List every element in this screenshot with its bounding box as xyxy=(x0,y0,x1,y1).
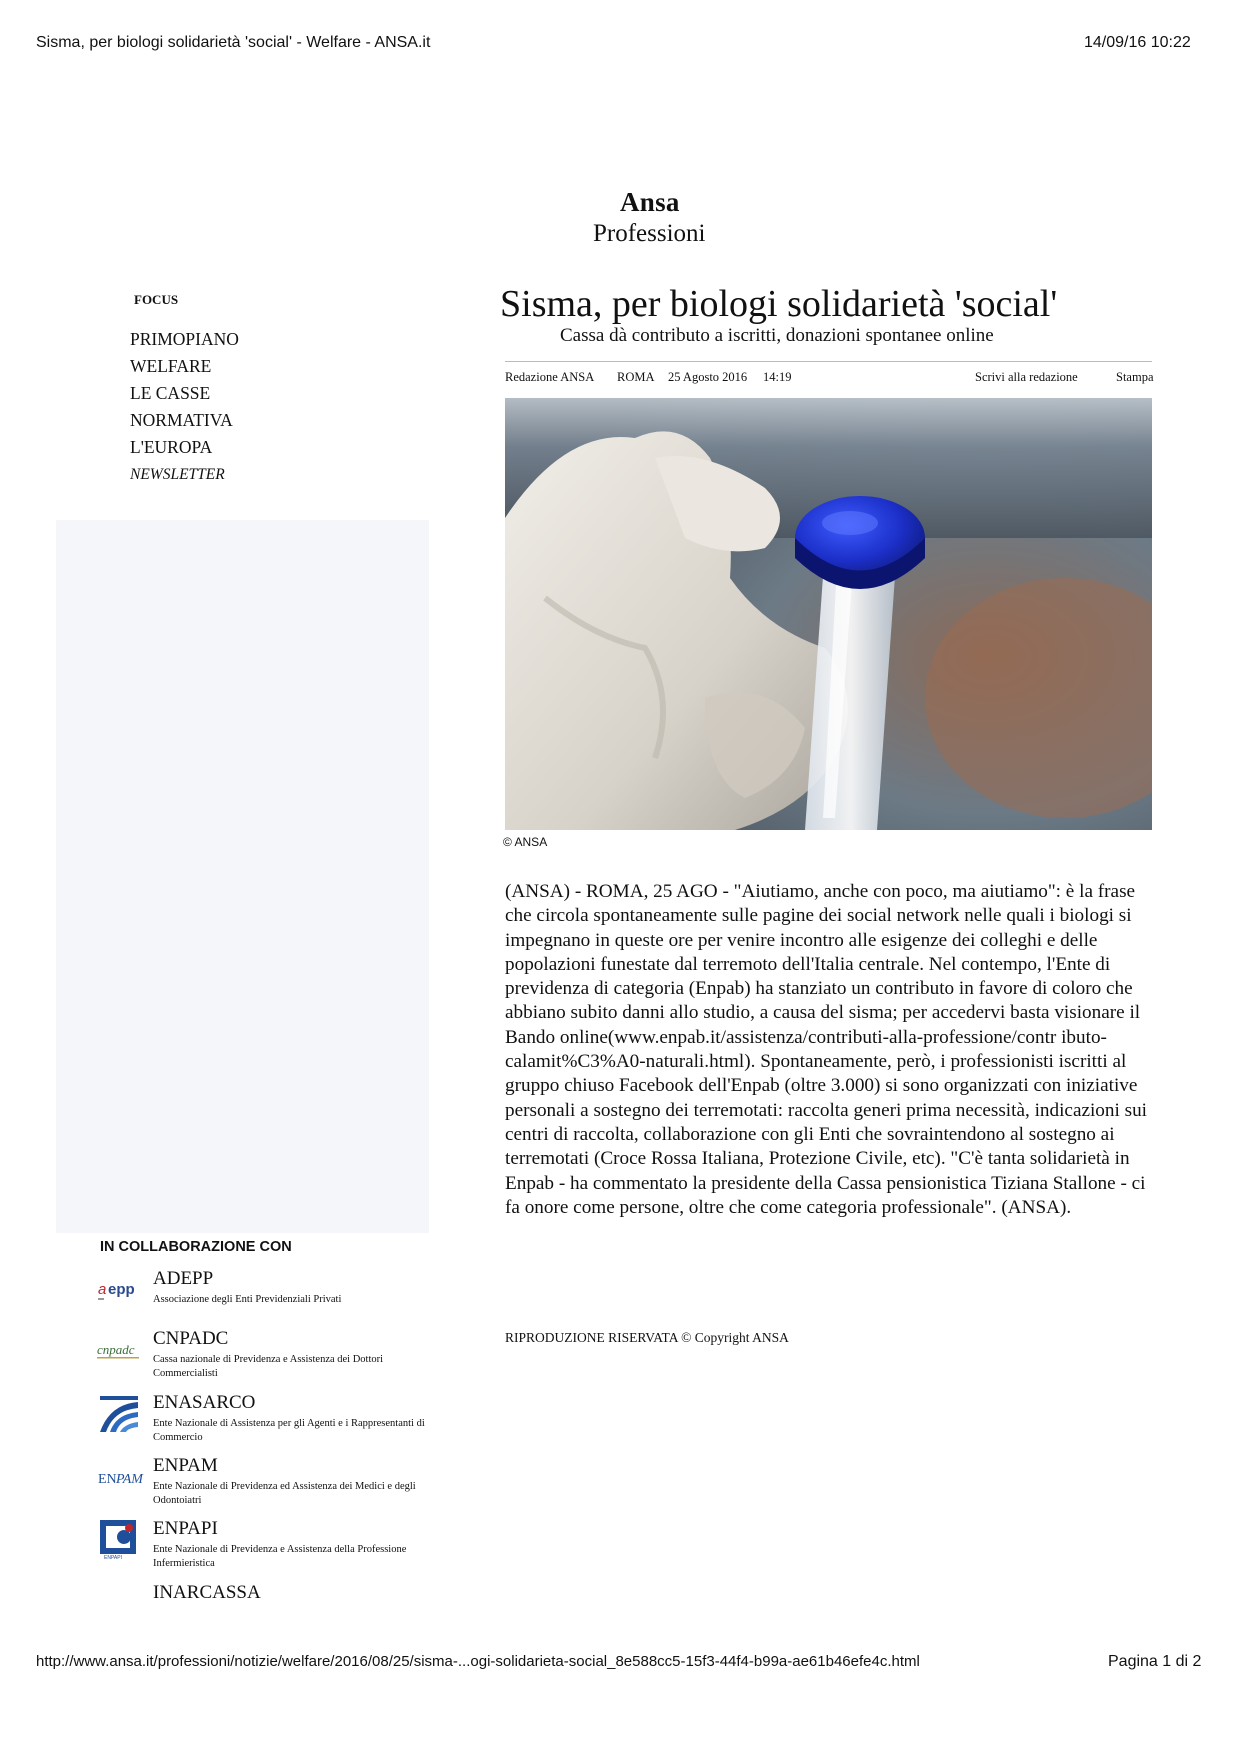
enasarco-logo-icon xyxy=(96,1394,144,1434)
org-item-adepp[interactable] xyxy=(96,1268,436,1324)
print-page-url: http://www.ansa.it/professioni/notizie/welfare/2016/08/25/sisma-...ogi-solidarieta-social_8e588cc5-15f3-44f4-b99a-ae61b46efe4c.html xyxy=(36,1653,920,1670)
article-time: 14:19 xyxy=(763,370,792,384)
sidebar-item-label[interactable]: NEWSLETTER xyxy=(130,466,225,483)
sidebar-nav xyxy=(130,326,239,488)
collab-heading: IN COLLABORAZIONE CON xyxy=(100,1239,292,1255)
org-name[interactable]: INARCASSA xyxy=(153,1582,261,1603)
org-item-enasarco[interactable] xyxy=(96,1392,436,1448)
org-description: Ente Nazionale di Assistenza per gli Agenti e i Rappresentanti di Commercio xyxy=(153,1418,425,1443)
print-page-title: Sisma, per biologi solidarietà 'social' - Welfare - ANSA.it xyxy=(36,34,431,51)
svg-text:PAM: PAM xyxy=(116,1472,143,1487)
article-meta-bar xyxy=(505,370,1152,388)
sidebar-item-primopiano[interactable] xyxy=(130,326,239,353)
article-date: 25 Agosto 2016 xyxy=(668,370,748,384)
site-logo-name[interactable]: Ansa xyxy=(620,187,680,217)
article-author: Redazione ANSA xyxy=(505,370,595,384)
ad-placeholder xyxy=(56,520,429,1233)
svg-text:a: a xyxy=(98,1281,107,1298)
print-page-number: Pagina 1 di 2 xyxy=(1108,1653,1202,1670)
sidebar-item-welfare[interactable] xyxy=(130,353,239,380)
org-description: Ente Nazionale di Previdenza ed Assistenza dei Medici e degli Odontoiatri xyxy=(153,1481,416,1506)
print-datetime: 14/09/16 10:22 xyxy=(1084,34,1191,51)
sidebar-item-label[interactable]: L'EUROPA xyxy=(130,437,213,457)
org-item-enpam[interactable] xyxy=(96,1455,436,1511)
sidebar-item-europa[interactable] xyxy=(130,434,239,461)
enpam-logo-icon xyxy=(96,1457,144,1497)
org-name[interactable]: ENPAM xyxy=(153,1455,218,1476)
meta-divider xyxy=(505,361,1152,362)
article-photo xyxy=(505,398,1152,830)
sidebar-item-label[interactable]: NORMATIVA xyxy=(130,410,233,430)
sidebar-item-le-casse[interactable] xyxy=(130,380,239,407)
svg-text:ENPAPI: ENPAPI xyxy=(104,1555,122,1560)
org-item-cnpadc[interactable] xyxy=(96,1328,436,1384)
write-to-editors-link[interactable]: Scrivi alla redazione xyxy=(975,370,1078,384)
adepp-logo-icon xyxy=(96,1270,144,1310)
org-name[interactable]: CNPADC xyxy=(153,1328,229,1349)
org-item-enpapi[interactable] xyxy=(96,1518,436,1574)
article-body: (ANSA) - ROMA, 25 AGO - "Aiutiamo, anche con poco, ma aiutiamo": è la frase che circola spontaneamente sulle pagine dei social network nelle quali i biologi si impegnano in queste ore per venire incontro alle esigenze dei colleghi e delle popolazioni funestate dal terremoto dell'Italia centrale. Nel contempo, l'Ente di previdenza di categoria (Enpab) ha stanziato un contributo in favore di coloro che abbiano subito danni allo studio, a causa del sisma; per accedervi basta visionare il Bando online(www.enpab.it/assistenza/contributi-alla-professione/contr ibuto-calamit%C3%A0-naturali.html). Spontaneamente, però, i professionisti iscritti al gruppo chiuso Facebook dell'Enpab (oltre 3.000) si sono organizzati con iniziative personali a sostegno dei terremotati: raccolta generi prima necessità, indicazioni sui centri di raccolta, collaborazione con gli Enti che sovraintendono al sostegno ai terremotati (Croce Rossa Italiana, Protezione Civile, etc). "C'è tanta solidarietà in Enpab - ha commentato la presidente della Cassa pensionistica Tiziana Stallone - ci fa onore come persone, oltre che come categoria professionale". (ANSA). xyxy=(505,881,1148,1218)
photo-credit: © ANSA xyxy=(503,835,548,849)
cnpadc-logo-icon xyxy=(96,1330,144,1370)
org-description: Cassa nazionale di Previdenza e Assistenza dei Dottori Commercialisti xyxy=(153,1354,384,1379)
org-item-inarcassa[interactable] xyxy=(96,1580,436,1610)
org-description: Ente Nazionale di Previdenza e Assistenza della Professione Infermieristica xyxy=(153,1544,407,1569)
enpapi-logo-icon xyxy=(96,1520,144,1560)
sidebar-item-normativa[interactable] xyxy=(130,407,239,434)
svg-text:epp: epp xyxy=(108,1281,135,1298)
article-subheadline: Cassa dà contributo a iscritti, donazioni spontanee online xyxy=(560,325,994,346)
article-headline: Sisma, per biologi solidarietà 'social' xyxy=(500,283,1058,325)
svg-text:EN: EN xyxy=(98,1472,117,1487)
sidebar-item-newsletter[interactable] xyxy=(130,461,239,488)
article-location: ROMA xyxy=(617,370,655,384)
svg-text:cnpadc: cnpadc xyxy=(97,1342,135,1357)
org-name[interactable]: ADEPP xyxy=(153,1268,214,1289)
sidebar-item-label[interactable]: WELFARE xyxy=(130,356,212,376)
org-name[interactable]: ENASARCO xyxy=(153,1392,256,1413)
print-link[interactable]: Stampa xyxy=(1116,370,1154,384)
org-name[interactable]: ENPAPI xyxy=(153,1518,218,1539)
sidebar-item-label[interactable]: PRIMOPIANO xyxy=(130,329,239,349)
site-section-name[interactable]: Professioni xyxy=(593,220,706,247)
copyright-notice: RIPRODUZIONE RISERVATA © Copyright ANSA xyxy=(505,1330,789,1345)
sidebar-item-label[interactable]: LE CASSE xyxy=(130,383,211,403)
focus-label: FOCUS xyxy=(134,292,179,307)
org-description: Associazione degli Enti Previdenziali Privati xyxy=(153,1294,342,1305)
